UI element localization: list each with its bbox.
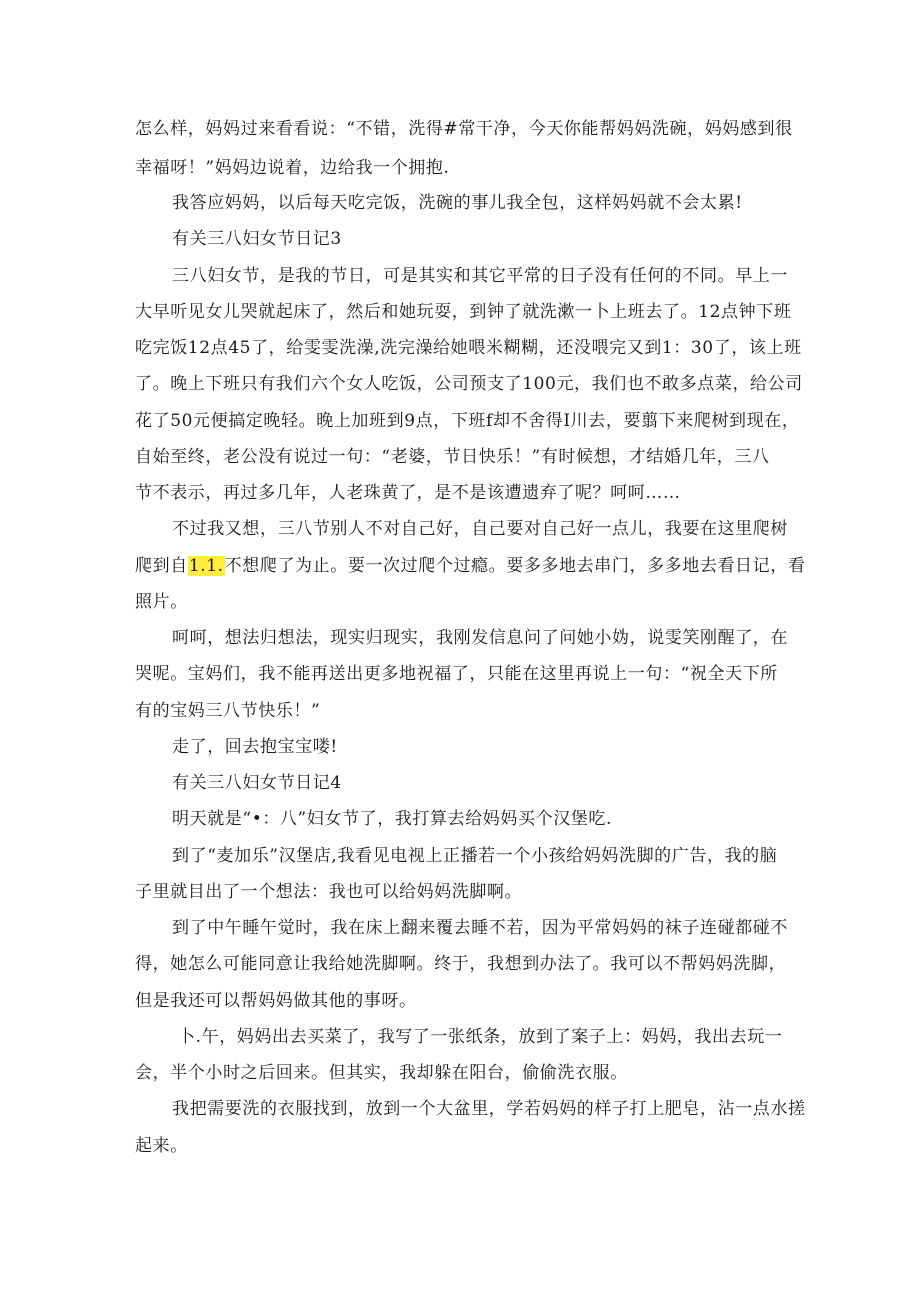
text-line: 起来。 [135, 1136, 188, 1156]
text-line: 怎么样，妈妈过来看看说：“不错，洗得#常干净，今天你能帮妈妈洗碗，妈妈感到很 [135, 119, 793, 139]
text-line: 节不表示，再过多几年，人老珠黄了，是不是该遭遗弃了呢？呵呵…… [135, 483, 681, 503]
text-line: 照片。 [135, 592, 188, 612]
text-line: 哭呢。宝妈们，我不能再送出更多地祝福了，只能在这里再说上一句：“祝全天下所 [135, 664, 778, 684]
text-line: 吃完饭12点45了，给雯雯洗澡,洗完澡给她喂米糊糊，还没喂完又到1：30了，该上班 [135, 338, 802, 358]
text-line: 三八妇女节，是我的节日，可是其实和其它平常的日子没有任何的不同。早上一 [172, 266, 788, 286]
text-line: 到了“麦加乐”汉堡店,我看见电视上正播若一个小孩给妈妈洗脚的广告，我的脑 [172, 846, 778, 866]
text-line: 了。晚上下班只有我们六个女人吃饭，公司预支了100元，我们也不敢多点菜，给公司 [135, 374, 803, 394]
text-line: 自始至终，老公没有说过一句：“老婆，节日快乐！”有时候想，才结婚几年，三八 [135, 447, 770, 467]
section-heading: 有关三八妇女节日记3 [172, 229, 342, 249]
text-line-highlighted [135, 556, 805, 576]
text-line: 我把需要洗的衣服找到，放到一个大盆里，学若妈妈的样子打上肥皂，沾一点水搓 [172, 1099, 806, 1119]
text-line: 我答应妈妈，以后每天吃完饭，洗碗的事儿我全包，这样妈妈就不会太累! [172, 193, 743, 213]
text-line: 子里就目出了一个想法：我也可以给妈妈洗脚啊。 [135, 882, 523, 902]
text-line: 但是我还可以帮妈妈做其他的事呀。 [135, 991, 417, 1011]
text-line: 有的宝妈三八节快乐！” [135, 701, 321, 721]
highlight-mark: 1.1. [188, 556, 224, 576]
text-line: 幸福呀！”妈妈边说着，边给我一个拥抱. [135, 158, 450, 178]
section-heading: 有关三八妇女节日记4 [172, 773, 342, 793]
text-line: 不过我又想，三八节别人不对自己好，自己要对自己好一点儿，我要在这里爬树 [172, 519, 788, 539]
text-fragment: 爬到自 [135, 556, 188, 576]
text-line: 会，半个小时之后回来。但其实，我却躲在阳台，偷偷洗衣服。 [135, 1063, 628, 1083]
text-line: 大早听见女儿哭就起床了，然后和她玩耍，到钟了就洗漱一卜上班去了。12点钟下班 [135, 302, 792, 322]
text-line: 明天就是“•：八”妇女节了，我打算去给妈妈买个汉堡吃. [172, 809, 613, 829]
text-line: 到了中午睡午觉时，我在床上翻来覆去睡不若，因为平常妈妈的袜子连碰都碰不 [172, 918, 788, 938]
text-line: 呵呵，想法归想法，现实归现实，我刚发信息问了问她小妫，说雯笑刚醒了，在 [172, 628, 788, 648]
text-line: 走了，回去抱宝宝喽! [172, 737, 338, 757]
text-line: 得，她怎么可能同意让我给她洗脚啊。终于，我想到办法了。我可以不帮妈妈洗脚， [135, 954, 787, 974]
text-fragment: 不想爬了为止。要一次过爬个过瘾。要多多地去串门，多多地去看日记，看 [224, 556, 806, 576]
text-line: 花了50元便搞定晚轻。晚上加班到9点，下班f却不舍得I川去，要翦下来爬树到现在， [135, 411, 800, 431]
text-line: 卜.午，妈妈出去买菜了，我写了一张纸条，放到了案子上：妈妈，我出去玩一 [178, 1027, 783, 1047]
